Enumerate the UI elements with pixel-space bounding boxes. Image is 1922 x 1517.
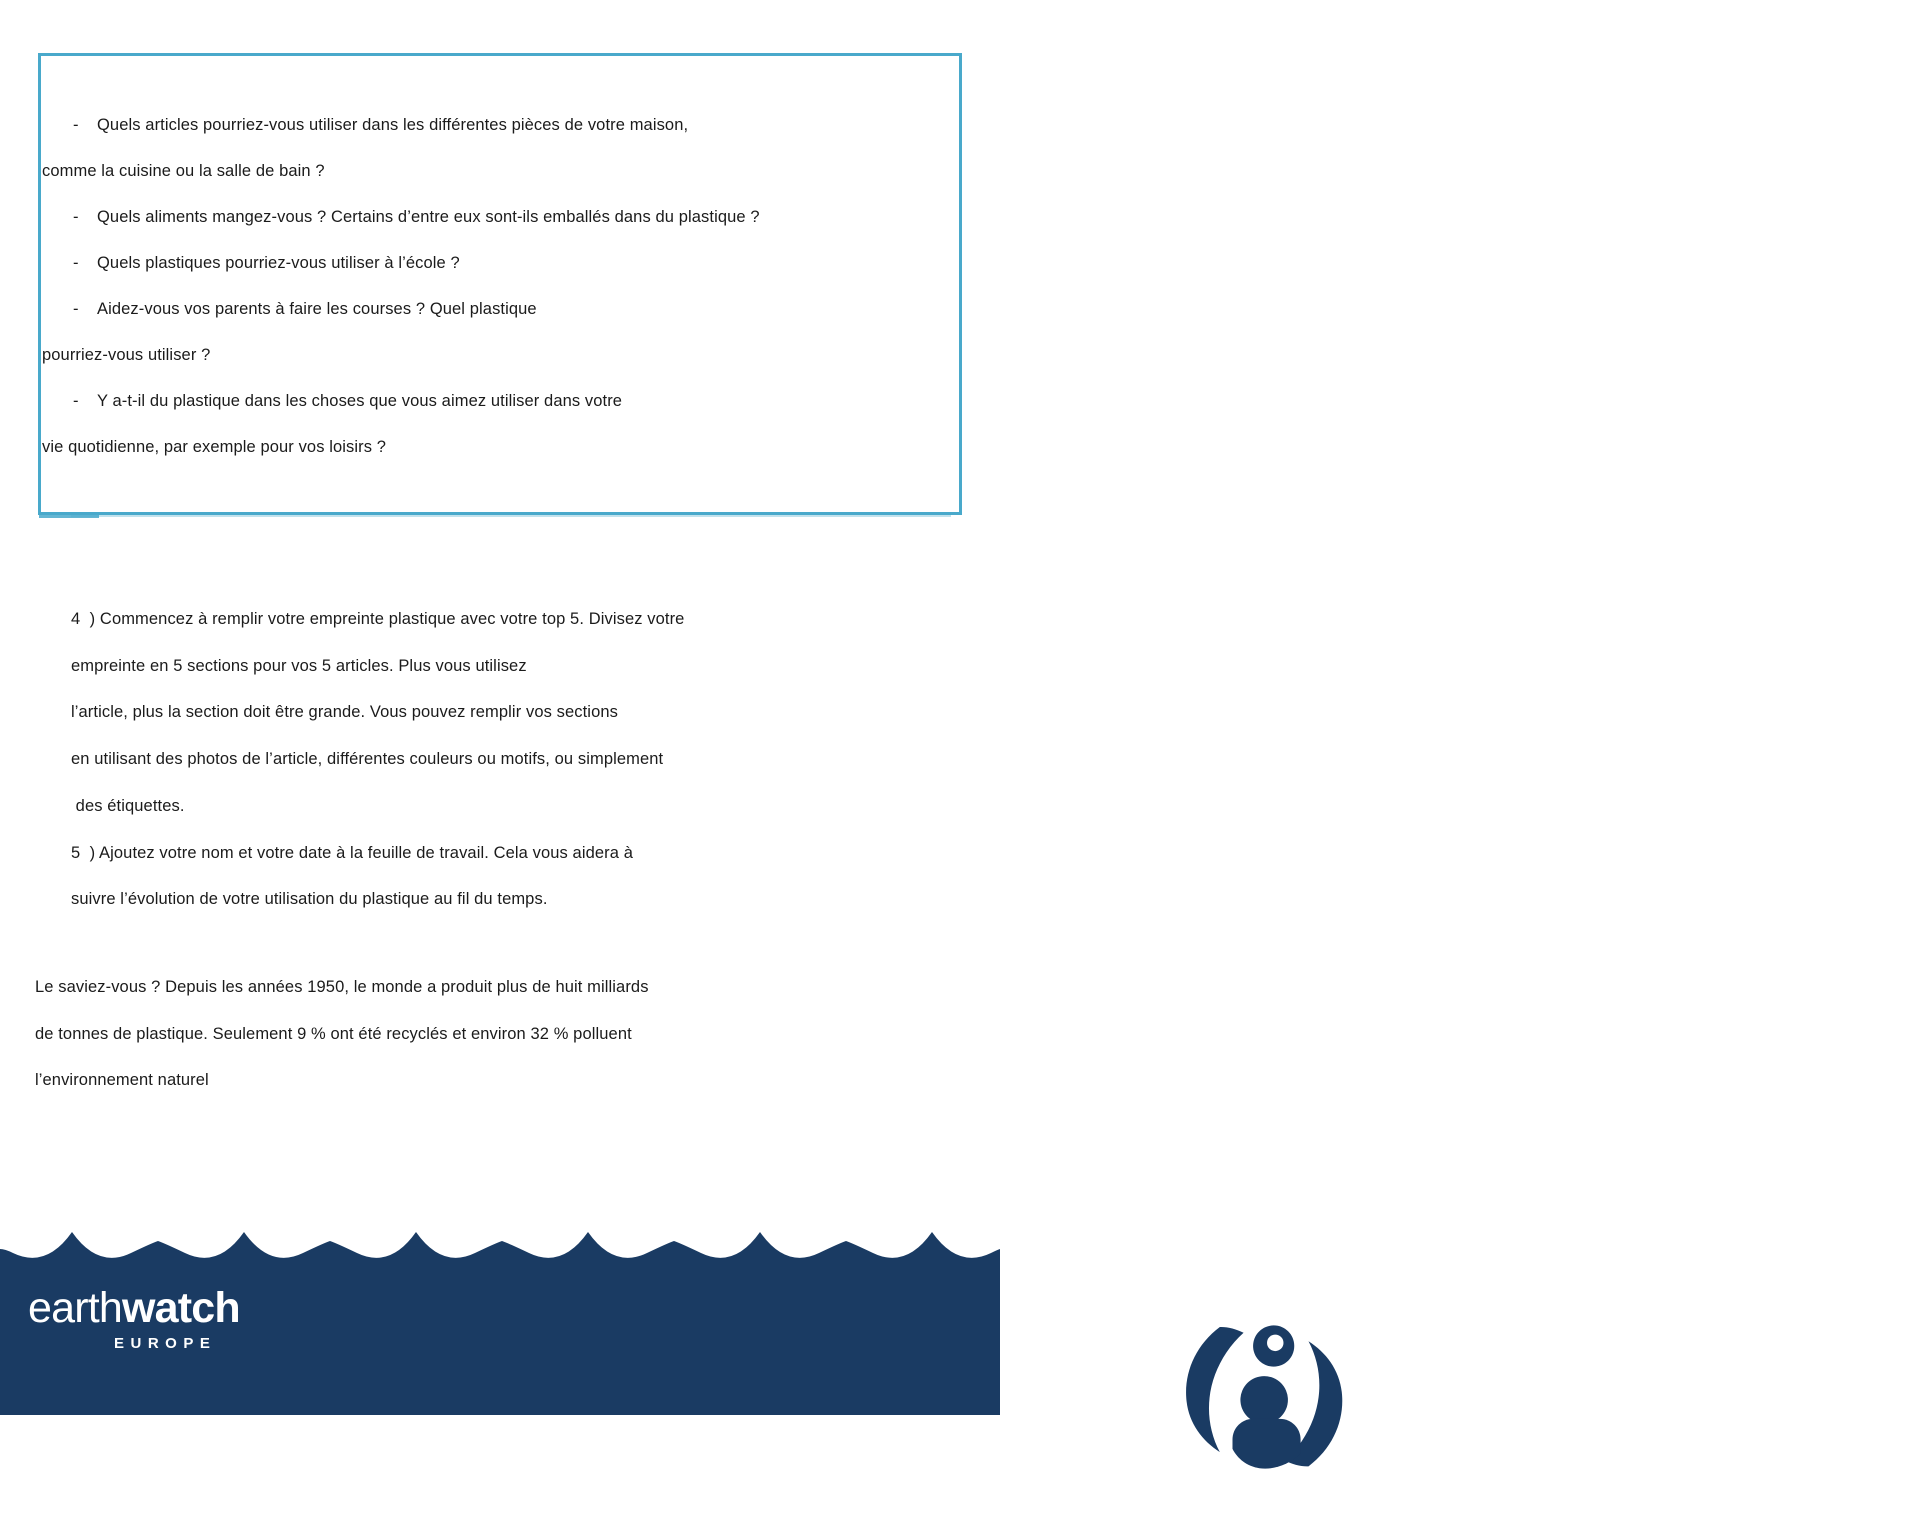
bullet-dash-icon: - [73, 116, 79, 134]
question-bullet-1-line2: comme la cuisine ou la salle de bain ? [42, 162, 325, 180]
question-bullet-5-line1: Y a-t-il du plastique dans les choses que vous aimez utiliser dans votre [97, 392, 623, 410]
instruction-line-7: suivre l’évolution de votre utilisation du plastique au fil du temps. [71, 890, 548, 909]
footer-band [0, 1187, 1922, 1428]
wave-band-shape [0, 1187, 1000, 1415]
instruction-line-1: 4 ) Commencez à remplir votre empreinte plastique avec votre top 5. Divisez votre [71, 610, 685, 628]
question-bullet-5-line2: vie quotidienne, par exemple pour vos loisirs ? [42, 438, 387, 456]
did-you-know-paragraph [35, 964, 935, 1104]
question-list [42, 102, 939, 470]
instruction-line-2: empreinte en 5 sections pour vos 5 articles. Plus vous utilisez [71, 656, 527, 675]
question-bullet-1 [73, 102, 939, 148]
instruction-line-4: en utilisant des photos de l’article, différentes couleurs ou motifs, ou simplement [71, 750, 664, 769]
probleu-wordmark: ProBleu [1754, 1377, 1922, 1428]
question-box [38, 53, 962, 515]
question-bullet-2 [73, 194, 939, 240]
question-bullet-4 [73, 286, 939, 332]
question-bullet-5 [73, 378, 939, 424]
question-bullet-4-line2: pourriez-vous utiliser ? [42, 346, 211, 364]
instruction-block [71, 596, 951, 923]
earthwatch-wordmark-bold: watch [122, 1284, 240, 1332]
instruction-line-5: des étiquettes. [71, 796, 185, 815]
bullet-dash-icon: - [73, 208, 79, 226]
instruction-line-6: 5 ) Ajoutez votre nom et votre date à la feuille de travail. Cela vous aidera à [71, 843, 633, 862]
bullet-dash-icon: - [73, 300, 79, 318]
question-bullet-3-line1: Quels plastiques pourriez-vous utiliser à l’école ? [97, 254, 460, 272]
fact-line-3: l’environnement naturel [35, 1071, 209, 1089]
earthwatch-subtitle: EUROPE [114, 1335, 217, 1352]
question-bullet-4-line1: Aidez-vous vos parents à faire les courses ? Quel plastique [97, 300, 537, 318]
fact-line-2: de tonnes de plastique. Seulement 9 % ont été recyclés et environ 32 % polluent [35, 1024, 632, 1043]
bullet-dash-icon: - [73, 392, 79, 410]
earthwatch-wordmark-light: earth [28, 1284, 123, 1332]
question-bullet-3 [73, 240, 939, 286]
fact-line-1: Le saviez-vous ? Depuis les années 1950, le monde a produit plus de huit milliards [35, 978, 649, 996]
instruction-line-3: l’article, plus la section doit être grande. Vous pouvez remplir vos sections [71, 703, 618, 722]
bullet-dash-icon: - [73, 254, 79, 272]
question-bullet-2-line1: Quels aliments mangez-vous ? Certains d’entre eux sont-ils emballés dans du plastique ? [97, 208, 760, 226]
question-bullet-1-line1: Quels articles pourriez-vous utiliser dans les différentes pièces de votre maison, [97, 116, 689, 134]
